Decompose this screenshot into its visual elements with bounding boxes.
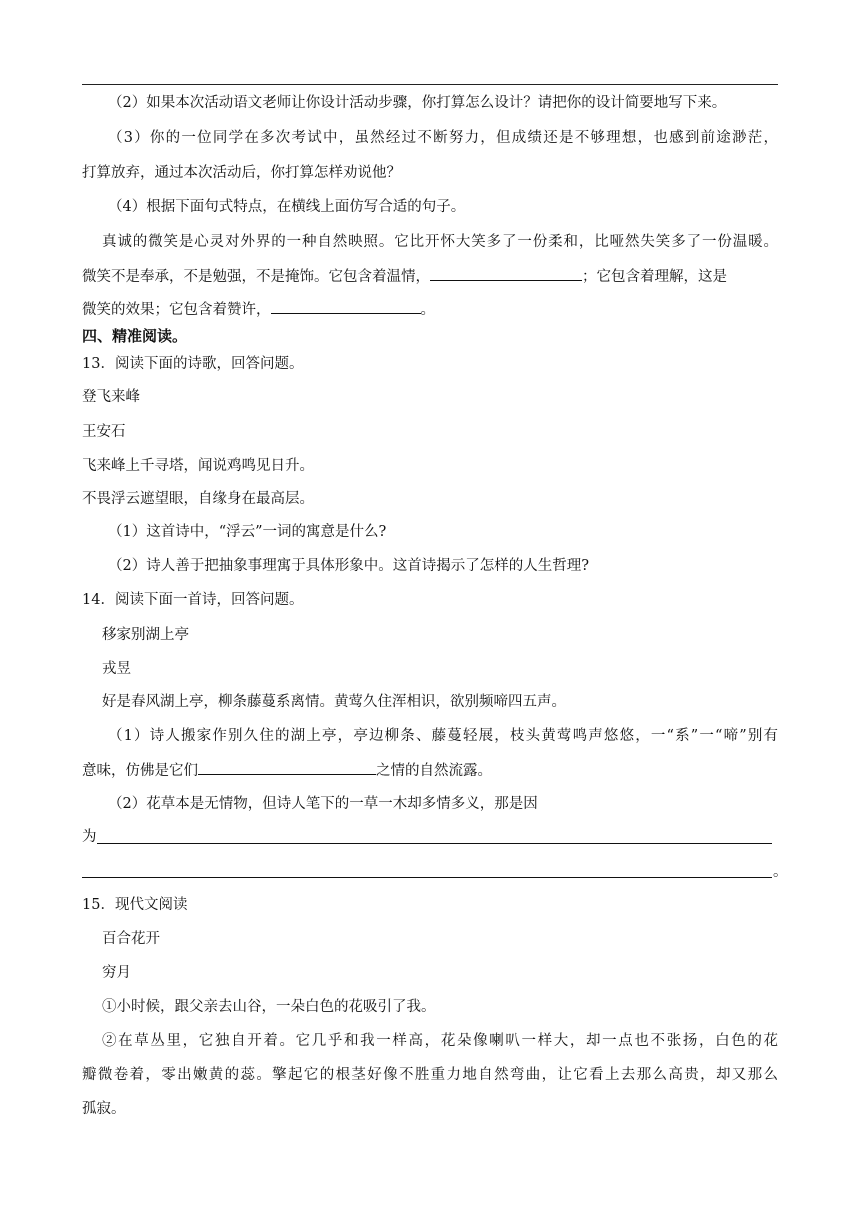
q15-author: 穷月 xyxy=(102,965,131,981)
q14-sub2-line1: （2）花草本是无情物，但诗人笔下的一草一木却多情多义，那是因 xyxy=(108,796,538,812)
q15-paragraph-2-line3: 孤寂。 xyxy=(82,1101,126,1117)
q12-paragraph-line3-b: 。 xyxy=(420,302,435,318)
answer-blank-1[interactable] xyxy=(430,266,582,281)
q12-paragraph-line3-a: 微笑的效果；它包含着赞许， xyxy=(82,302,271,318)
q14-poem-title: 移家别湖上亭 xyxy=(102,627,189,643)
q12-sub4: （4）根据下面句式特点，在横线上面仿写合适的句子。 xyxy=(108,199,466,215)
q13-verse1: 飞来峰上千寻塔，闻说鸡鸣见日升。 xyxy=(82,458,314,474)
q14-verse: 好是春风湖上亭，柳条藤蔓系离情。黄莺久住浑相识，欲别频啼四五声。 xyxy=(102,694,566,710)
answer-blank-3[interactable] xyxy=(198,760,376,775)
header-rule xyxy=(82,84,778,85)
q12-paragraph-line2-b: ；它包含着理解，这是 xyxy=(582,269,727,285)
q13-author: 王安石 xyxy=(82,424,126,440)
q14-stem: 14．阅读下面一首诗，回答问题。 xyxy=(82,592,304,608)
q14-sub2-line2: 为 xyxy=(82,829,97,845)
answer-line-2[interactable] xyxy=(82,877,772,878)
q14-sub1-line2 xyxy=(82,760,778,781)
q15-paragraph-2-line2: 瓣微卷着，零出嫩黄的蕊。擎起它的根茎好像不胜重力地自然弯曲，让它看上去那么高贵，却又那么 xyxy=(82,1067,778,1083)
q12-sub3-line2: 打算放弃，通过本次活动后，你打算怎样劝说他？ xyxy=(82,165,401,181)
q15-stem: 15．现代文阅读 xyxy=(82,897,188,913)
q14-sub2-end: 。 xyxy=(773,864,788,880)
q15-paragraph-1: ①小时候，跟父亲去山谷，一朵白色的花吸引了我。 xyxy=(102,999,436,1015)
q12-paragraph-line3 xyxy=(82,299,778,320)
q12-paragraph-line1: 真诚的微笑是心灵对外界的一种自然映照。它比开怀大笑多了一份柔和，比哑然失笑多了一份温暖。 xyxy=(102,234,778,250)
q13-sub2: （2）诗人善于把抽象事理寓于具体形象中。这首诗揭示了怎样的人生哲理? xyxy=(108,558,589,574)
q12-paragraph-line2-a: 微笑不是奉承，不是勉强，不是掩饰。它包含着温情， xyxy=(82,269,430,285)
q14-sub1-line2-a: 意味，仿佛是它们 xyxy=(82,763,198,779)
q13-verse2: 不畏浮云遮望眼，自缘身在最高层。 xyxy=(82,491,314,507)
q13-poem-title: 登飞来峰 xyxy=(82,389,140,405)
q12-sub3-line1: （3）你的一位同学在多次考试中，虽然经过不断努力，但成绩还是不够理想，也感到前途渺茫， xyxy=(108,130,778,146)
q15-paragraph-2-line1: ②在草丛里，它独自开着。它几乎和我一样高，花朵像喇叭一样大，却一点也不张扬，白色的花 xyxy=(102,1033,778,1049)
q14-sub1-line1: （1）诗人搬家作别久住的湖上亭，亭边柳条、藤蔓轻展，枝头黄莺鸣声悠悠，一“系”一“啼”别有 xyxy=(108,728,778,744)
q14-sub1-line2-b: 之情的自然流露。 xyxy=(376,763,492,779)
q15-title: 百合花开 xyxy=(102,931,160,947)
q13-stem: 13．阅读下面的诗歌，回答问题。 xyxy=(82,356,304,372)
section-title: 四、精准阅读。 xyxy=(82,327,188,345)
q12-paragraph-line2 xyxy=(82,266,778,287)
q13-sub1: （1）这首诗中，“浮云”一词的寓意是什么? xyxy=(108,524,387,540)
answer-line-1[interactable] xyxy=(97,843,772,844)
q14-author: 戎昱 xyxy=(102,661,131,677)
answer-blank-2[interactable] xyxy=(271,299,421,314)
q12-sub2: （2）如果本次活动语文老师让你设计活动步骤，你打算怎么设计？请把你的设计简要地写下来。 xyxy=(108,95,727,111)
